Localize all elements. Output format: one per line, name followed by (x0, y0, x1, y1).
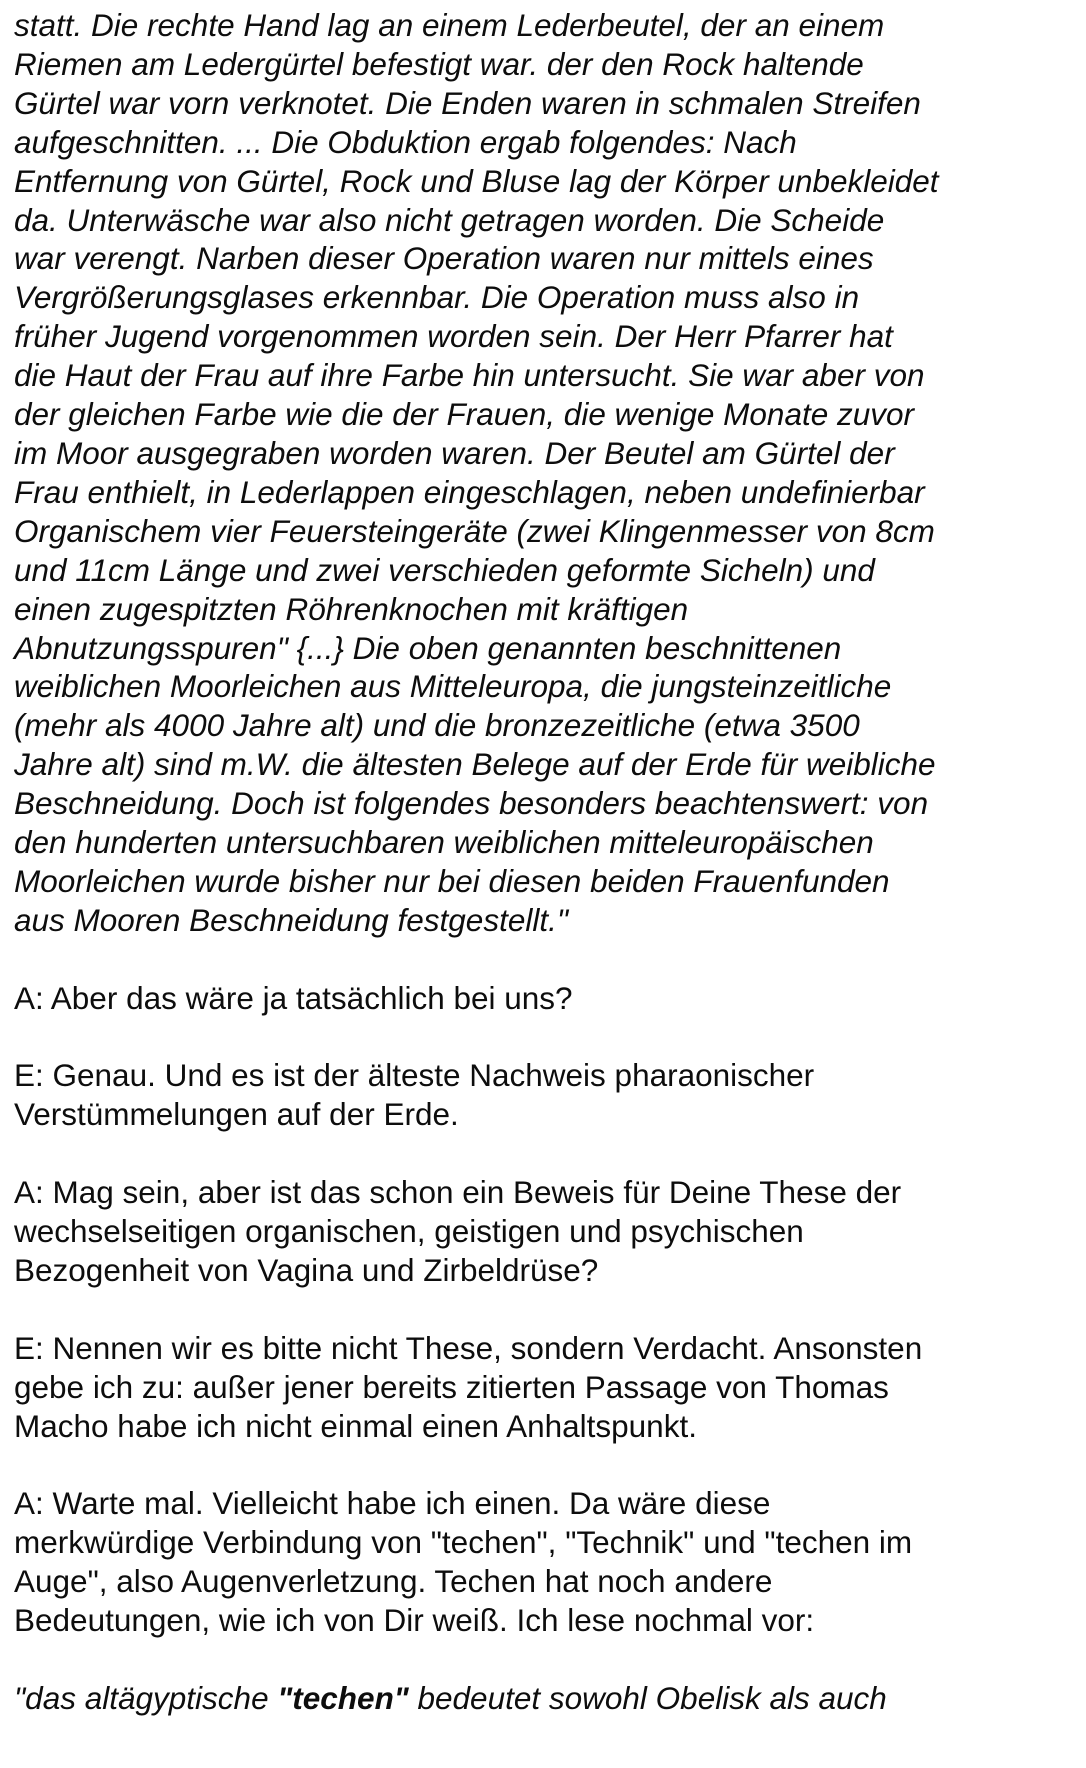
quote-line: im Moor ausgegraben worden waren. Der Beutel am Gürtel der (14, 434, 895, 471)
paragraph-gap (14, 1640, 1076, 1679)
final-quote-line (14, 1679, 1076, 1718)
quote-line: Vergrößerungsglases erkennbar. Die Operation muss also in (14, 279, 860, 316)
dialogue-line: gebe ich zu: außer jener bereits zitierten Passage von Thomas (14, 1368, 889, 1405)
quote-line: war verengt. Narben dieser Operation waren nur mittels eines (14, 240, 874, 277)
dialogue-line: E: Nennen wir es bitte nicht These, sondern Verdacht. Ansonsten (14, 1329, 923, 1366)
dialogue-line: Auge", also Augenverletzung. Techen hat noch andere (14, 1563, 773, 1600)
quote-line: Jahre alt) sind m.W. die ältesten Belege auf der Erde für weibliche (14, 746, 936, 783)
quote-block (14, 6, 1076, 940)
paragraph-gap (14, 1445, 1076, 1484)
paragraph-gap (14, 940, 1076, 979)
dialogue-paragraph-a3 (14, 1484, 1076, 1640)
dialogue-paragraph-e1 (14, 1056, 1076, 1134)
final-quote-after: bedeutet sowohl Obelisk als auch (408, 1679, 887, 1716)
paragraph-gap (14, 1290, 1076, 1329)
dialogue-paragraph-a1 (14, 979, 1076, 1018)
dialogue-line: A: Aber das wäre ja tatsächlich bei uns? (14, 979, 573, 1016)
dialogue-paragraph-e2 (14, 1329, 1076, 1446)
final-quote (14, 1679, 1076, 1718)
dialogue-line: Macho habe ich nicht einmal einen Anhaltspunkt. (14, 1407, 697, 1444)
final-quote-before: "das altägyptische (14, 1679, 278, 1716)
paragraph-gap (14, 1018, 1076, 1057)
final-quote-bold-term: "techen" (277, 1679, 409, 1716)
dialogue-line: Verstümmelungen auf der Erde. (14, 1096, 459, 1133)
dialogue-line: A: Warte mal. Vielleicht habe ich einen. Da wäre diese (14, 1485, 771, 1522)
quote-line: Beschneidung. Doch ist folgendes besonders beachtenswert: von (14, 785, 929, 822)
quote-line: einen zugespitzten Röhrenknochen mit kräftigen (14, 590, 689, 627)
quote-line: (mehr als 4000 Jahre alt) und die bronzezeitliche (etwa 3500 (14, 707, 860, 744)
quote-line: Gürtel war vorn verknotet. Die Enden waren in schmalen Streifen (14, 84, 921, 121)
document-page (14, 6, 1076, 1718)
quote-line: Organischem vier Feuersteingeräte (zwei Klingenmesser von 8cm (14, 512, 935, 549)
dialogue-line: A: Mag sein, aber ist das schon ein Beweis für Deine These der (14, 1174, 902, 1211)
quote-line: da. Unterwäsche war also nicht getragen worden. Die Scheide (14, 201, 885, 238)
dialogue-paragraph-a2 (14, 1173, 1076, 1290)
dialogue-line: wechselseitigen organischen, geistigen und psychischen (14, 1213, 804, 1250)
quote-line: Frau enthielt, in Lederlappen eingeschlagen, neben undefinierbar (14, 473, 925, 510)
quote-line: Entfernung von Gürtel, Rock und Bluse lag der Körper unbekleidet (14, 162, 939, 199)
paragraph-gap (14, 1134, 1076, 1173)
quote-line: und 11cm Länge und zwei verschieden geformte Sicheln) und (14, 551, 875, 588)
quote-line: Moorleichen wurde bisher nur bei diesen beiden Frauenfunden (14, 862, 890, 899)
dialogue-line: Bedeutungen, wie ich von Dir weiß. Ich lese nochmal vor: (14, 1602, 815, 1639)
dialogue-line: merkwürdige Verbindung von "techen", "Technik" und "techen im (14, 1524, 913, 1561)
quote-line: den hunderten untersuchbaren weiblichen mitteleuropäischen (14, 824, 874, 861)
dialogue-line: Bezogenheit von Vagina und Zirbeldrüse? (14, 1251, 599, 1288)
quote-line: aufgeschnitten. ... Die Obduktion ergab folgendes: Nach (14, 123, 797, 160)
quote-line: weiblichen Moorleichen aus Mitteleuropa, die jungsteinzeitliche (14, 668, 892, 705)
quote-line: aus Mooren Beschneidung festgestellt." (14, 901, 569, 938)
quote-line: früher Jugend vorgenommen worden sein. Der Herr Pfarrer hat (14, 318, 893, 355)
dialogue-line: E: Genau. Und es ist der älteste Nachweis pharaonischer (14, 1057, 815, 1094)
quote-line: die Haut der Frau auf ihre Farbe hin untersucht. Sie war aber von (14, 357, 925, 394)
quote-line: statt. Die rechte Hand lag an einem Lederbeutel, der an einem (14, 7, 885, 43)
quote-line: Riemen am Ledergürtel befestigt war. der den Rock haltende (14, 45, 864, 82)
quote-line: Abnutzungsspuren" {...} Die oben genannten beschnittenen (14, 629, 842, 666)
quote-line: der gleichen Farbe wie die der Frauen, die wenige Monate zuvor (14, 396, 915, 433)
